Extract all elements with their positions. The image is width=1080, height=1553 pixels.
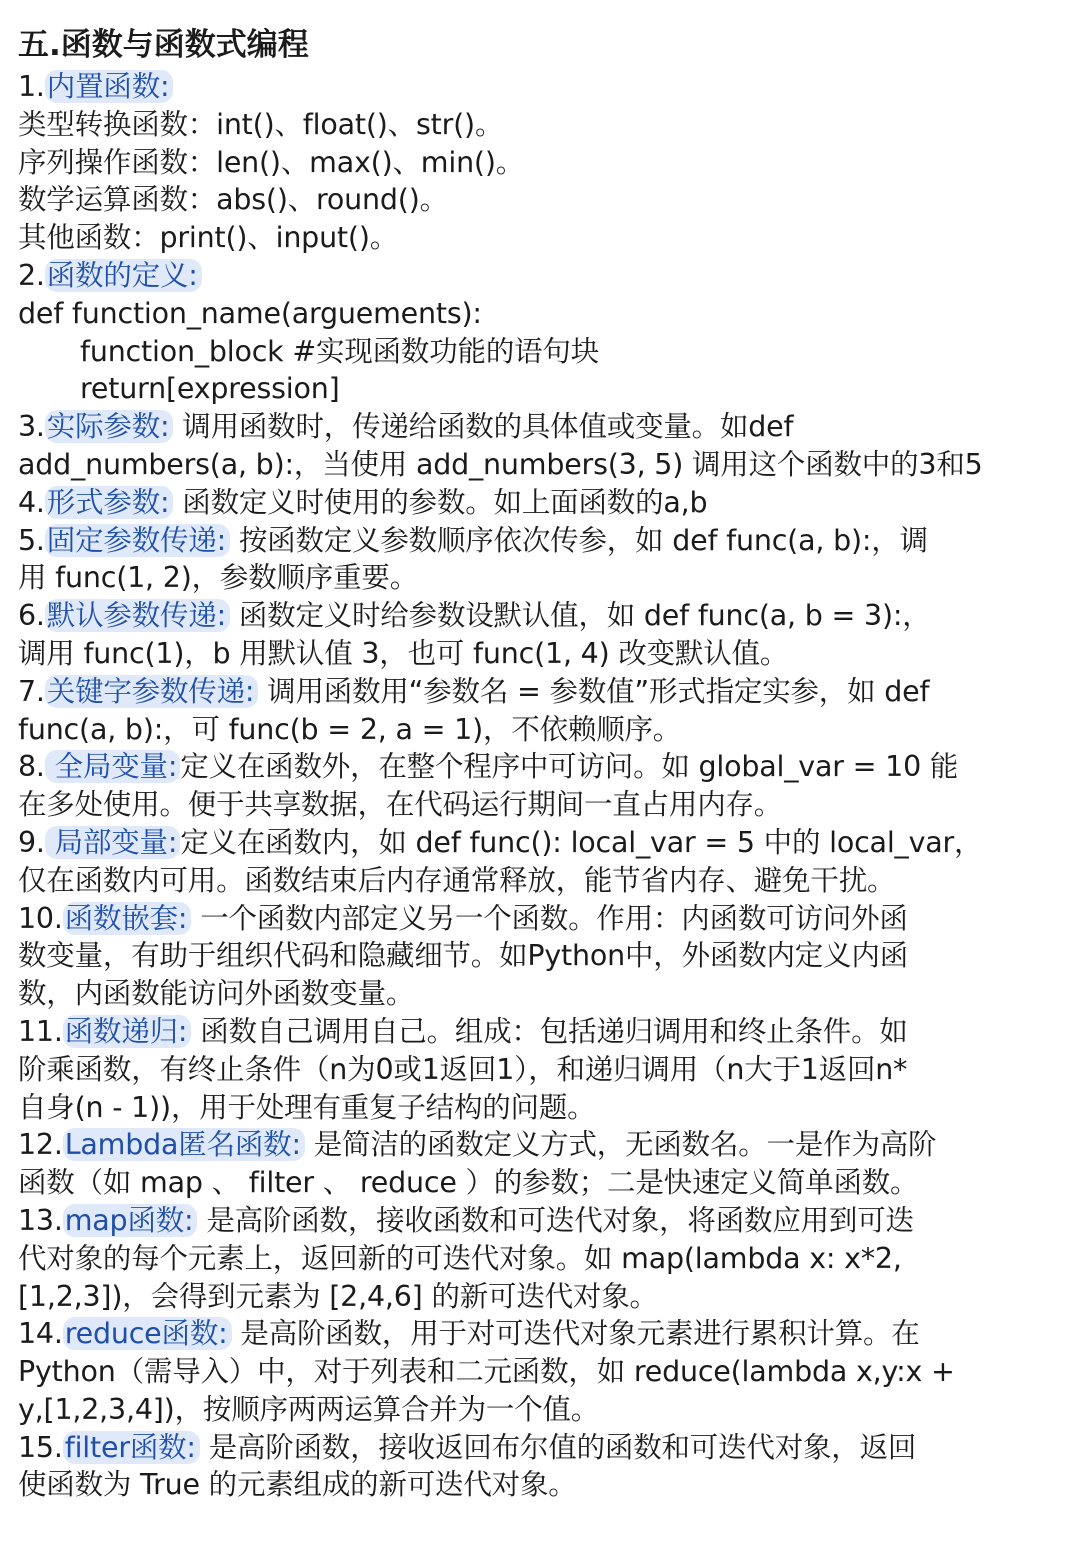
section-function-definition — [18, 257, 1068, 408]
body-line: 类型转换函数：int()、float()、str()。 — [18, 107, 504, 141]
section-number: 10. — [18, 901, 63, 935]
section-text: 是高阶函数，用于对可迭代对象元素进行累积计算。在 — [231, 1317, 920, 1351]
section-number: 1. — [18, 70, 45, 103]
body-line: 数，内函数能访问外函数变量。 — [18, 977, 415, 1011]
body-line: 函数（如 map 、 filter 、 reduce ）的参数；二是快速定义简单函数。 — [18, 1166, 919, 1200]
section-map — [18, 1202, 1068, 1315]
section-filter — [18, 1429, 1068, 1505]
section-text: 函数定义时使用的参数。如上面函数的a,b — [173, 485, 708, 519]
body-line: 数学运算函数：abs()、round()。 — [18, 183, 448, 217]
body-line: 调用 func(1)，b 用默认值 3，也可 func(1, 4) 改变默认值。 — [18, 636, 789, 670]
section-positional-arguments — [18, 522, 1068, 598]
section-text: 调用函数时，传递给函数的具体值或变量。如def — [173, 410, 794, 444]
section-heading-line — [18, 484, 1068, 522]
section-heading-line — [18, 1429, 1068, 1467]
section-global-variables — [18, 748, 1068, 824]
section-number: 6. — [18, 599, 45, 633]
body-line: 代对象的每个元素上，返回新的可迭代对象。如 map(lambda x: x*2, — [18, 1241, 902, 1275]
section-text: 是高阶函数，接收函数和可迭代对象，将函数应用到可迭 — [197, 1203, 914, 1237]
body-line: 用 func(1, 2)，参数顺序重要。 — [18, 561, 419, 595]
section-formal-parameters — [18, 484, 1068, 522]
section-heading-line — [18, 68, 1068, 106]
section-heading: 函数的定义: — [45, 259, 202, 292]
section-heading: 默认参数传递: — [45, 599, 230, 632]
section-heading-line — [18, 522, 1068, 560]
section-builtin-functions — [18, 68, 1068, 257]
section-heading: 实际参数: — [45, 410, 174, 443]
document-body — [18, 22, 1068, 1504]
section-actual-parameters — [18, 408, 1068, 484]
section-nested-functions — [18, 900, 1068, 1013]
section-heading: reduce函数: — [63, 1317, 232, 1350]
section-text: 定义在函数外，在整个程序中可访问。如 global_var = 10 能 — [180, 750, 959, 784]
body-line: 使函数为 True 的元素组成的新可迭代对象。 — [18, 1468, 577, 1502]
section-heading: 关键字参数传递: — [45, 675, 259, 708]
section-text: 函数自己调用自己。组成：包括递归调用和终止条件。如 — [191, 1014, 908, 1048]
body-line: [1,2,3])，会得到元素为 [2,4,6] 的新可迭代对象。 — [18, 1279, 658, 1313]
code-line: def function_name(arguements): — [18, 296, 482, 330]
code-line: return[expression] — [80, 372, 340, 406]
body-line: add_numbers(a, b):，当使用 add_numbers(3, 5) 调用这个函数中的3和5 — [18, 447, 983, 481]
section-heading: 局部变量: — [45, 826, 180, 859]
body-line: func(a, b):，可 func(b = 2, a = 1)，不依赖顺序。 — [18, 712, 682, 746]
section-heading-line — [18, 824, 1068, 862]
section-local-variables — [18, 824, 1068, 900]
section-heading: 固定参数传递: — [45, 524, 230, 557]
body-line: 仅在函数内可用。函数结束后内存通常释放，能节省内存、避免干扰。 — [18, 863, 896, 897]
section-lambda — [18, 1126, 1068, 1202]
section-text: 一个函数内部定义另一个函数。作用：内函数可访问外函 — [191, 901, 908, 935]
section-heading-line — [18, 408, 1068, 446]
section-number: 4. — [18, 485, 45, 519]
section-text: 定义在函数内，如 def func(): local_var = 5 中的 local_var， — [180, 825, 983, 859]
section-text: 是高阶函数，接收返回布尔值的函数和可迭代对象，返回 — [199, 1430, 917, 1464]
section-number: 3. — [18, 410, 45, 444]
section-number: 5. — [18, 523, 45, 557]
section-text: 按函数定义参数顺序依次传参，如 def func(a, b):，调 — [230, 523, 928, 557]
body-line: Python（需导入）中，对于列表和二元函数，如 reduce(lambda x,y:x + — [18, 1355, 955, 1389]
section-number: 8. — [18, 750, 45, 784]
section-number: 11. — [18, 1014, 63, 1048]
section-heading: 全局变量: — [45, 750, 180, 783]
section-default-arguments — [18, 597, 1068, 673]
section-number: 7. — [18, 674, 45, 708]
section-heading-line — [18, 748, 1068, 786]
body-line: 阶乘函数，有终止条件（n为0或1返回1），和递归调用（n大于1返回n* — [18, 1052, 908, 1086]
section-heading: 形式参数: — [45, 486, 174, 519]
section-keyword-arguments — [18, 673, 1068, 749]
section-reduce — [18, 1315, 1068, 1428]
section-heading-line — [18, 597, 1068, 635]
section-heading: 内置函数: — [45, 70, 174, 103]
section-heading: map函数: — [63, 1204, 198, 1237]
section-recursion — [18, 1013, 1068, 1126]
section-number: 2. — [18, 258, 45, 292]
section-number: 14. — [18, 1317, 63, 1351]
section-heading: 函数嵌套: — [63, 902, 192, 935]
section-heading-line — [18, 1202, 1068, 1240]
section-heading-line — [18, 257, 1068, 295]
body-line: 自身(n - 1))，用于处理有重复子结构的问题。 — [18, 1090, 596, 1124]
section-heading: 函数递归: — [63, 1015, 192, 1048]
section-number: 15. — [18, 1430, 63, 1464]
section-number: 9. — [18, 825, 45, 859]
body-line: 序列操作函数：len()、max()、min()。 — [18, 145, 525, 179]
body-line: 其他函数：print()、input()。 — [18, 221, 399, 255]
section-number: 13. — [18, 1203, 63, 1237]
section-text: 调用函数用“参数名 = 参数值”形式指定实参，如 def — [258, 674, 930, 708]
section-heading-line — [18, 1126, 1068, 1164]
body-line: y,[1,2,3,4])，按顺序两两运算合并为一个值。 — [18, 1392, 600, 1426]
section-number: 12. — [18, 1128, 63, 1162]
section-heading-line — [18, 1315, 1068, 1353]
body-line: 数变量，有助于组织代码和隐藏细节。如Python中，外函数内定义内函 — [18, 939, 908, 973]
body-line: 在多处使用。便于共享数据，在代码运行期间一直占用内存。 — [18, 788, 783, 822]
section-heading-line — [18, 673, 1068, 711]
section-heading: Lambda匿名函数: — [63, 1128, 305, 1161]
code-line: function_block #实现函数功能的语句块 — [80, 334, 600, 368]
section-heading-line — [18, 900, 1068, 938]
page-title: 五.函数与函数式编程 — [18, 27, 309, 63]
section-heading-line — [18, 1013, 1068, 1051]
section-text: 函数定义时给参数设默认值，如 def func(a, b = 3):， — [230, 599, 931, 633]
section-text: 是简洁的函数定义方式，无函数名。一是作为高阶 — [304, 1128, 937, 1162]
section-heading: filter函数: — [63, 1431, 200, 1464]
